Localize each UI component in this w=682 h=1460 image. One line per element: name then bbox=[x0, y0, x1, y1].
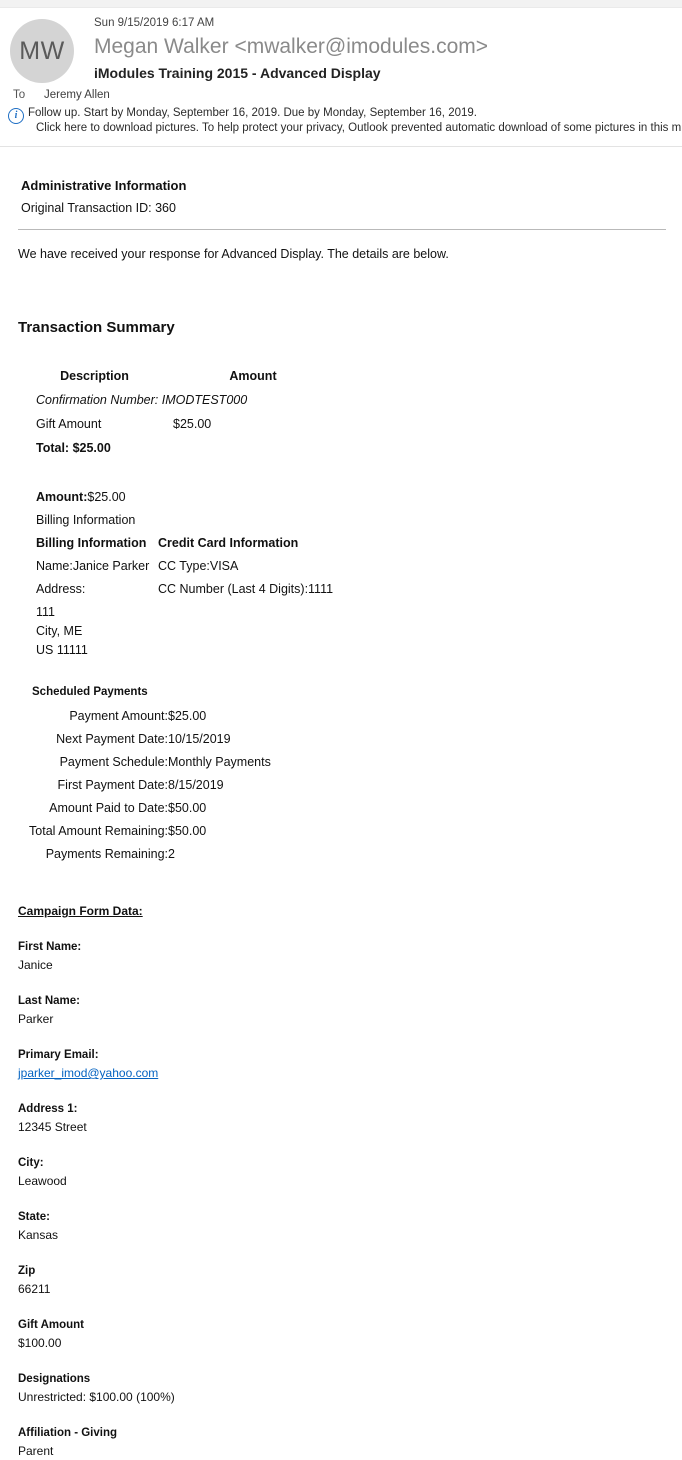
sender-name-and-address[interactable]: Megan Walker <mwalker@imodules.com> bbox=[94, 35, 489, 58]
column-header-description: Description bbox=[60, 369, 129, 383]
header-divider bbox=[0, 146, 682, 147]
payment-schedule-label: Payment Schedule: bbox=[59, 755, 168, 769]
amount-paid-to-date-label: Amount Paid to Date: bbox=[49, 801, 168, 815]
info-icon: i bbox=[8, 108, 24, 124]
download-pictures-text[interactable]: Click here to download pictures. To help protect your privacy, Outlook prevented automatic download of some pictures in this m bbox=[36, 122, 682, 134]
table-row bbox=[16, 843, 271, 866]
table-row bbox=[16, 820, 271, 843]
first-payment-date-label: First Payment Date: bbox=[57, 778, 168, 792]
payment-amount-value: $25.00 bbox=[168, 709, 207, 723]
field-value: Parent bbox=[18, 1444, 54, 1458]
form-field-zip bbox=[16, 1244, 666, 1298]
message-header-body bbox=[0, 8, 682, 84]
form-field-designations bbox=[16, 1352, 666, 1406]
to-recipients[interactable]: Jeremy Allen bbox=[44, 89, 110, 101]
message-subject: iModules Training 2015 - Advanced Display bbox=[94, 65, 381, 81]
field-label: City: bbox=[18, 1157, 44, 1169]
total-amount-remaining-value: $50.00 bbox=[168, 824, 207, 838]
confirmation-number-row bbox=[16, 388, 333, 412]
follow-up-text: Follow up. Start by Monday, September 16, 2019. Due by Monday, September 16, 2019. bbox=[28, 107, 477, 119]
field-value: Janice bbox=[18, 958, 53, 972]
form-field-primary-email bbox=[16, 1028, 666, 1082]
total-amount-remaining-label: Total Amount Remaining: bbox=[29, 824, 168, 838]
billing-information-grid bbox=[16, 532, 458, 601]
form-field-address-1 bbox=[16, 1082, 666, 1136]
confirmation-number: Confirmation Number: IMODTEST000 bbox=[36, 393, 248, 407]
field-value: 66211 bbox=[18, 1282, 51, 1296]
transaction-total: Total: $25.00 bbox=[36, 441, 111, 455]
amount-label: Amount: bbox=[36, 490, 88, 504]
first-payment-date-value: 8/15/2019 bbox=[168, 778, 224, 792]
payment-amount-label: Payment Amount: bbox=[69, 709, 168, 723]
credit-card-information-header: Credit Card Information bbox=[158, 536, 299, 550]
table-row bbox=[16, 751, 271, 774]
field-label: Primary Email: bbox=[18, 1049, 99, 1061]
billing-address-lines bbox=[16, 601, 666, 660]
field-label: Designations bbox=[18, 1373, 91, 1385]
field-label: Affiliation - Giving bbox=[18, 1427, 118, 1439]
address-line: City, ME bbox=[36, 624, 83, 638]
email-body bbox=[0, 147, 682, 1460]
payment-schedule-value: Monthly Payments bbox=[168, 755, 271, 769]
avatar bbox=[10, 19, 74, 83]
scheduled-payments-table bbox=[16, 705, 271, 866]
amount-value: $25.00 bbox=[87, 490, 126, 504]
sent-timestamp: Sun 9/15/2019 6:17 AM bbox=[94, 17, 215, 29]
table-row bbox=[16, 728, 271, 751]
payments-remaining-label: Payments Remaining: bbox=[45, 847, 168, 861]
field-label: Address 1: bbox=[18, 1103, 78, 1115]
row-description: Gift Amount bbox=[36, 417, 102, 431]
amount-line bbox=[16, 460, 666, 509]
field-value: Leawood bbox=[18, 1174, 67, 1188]
form-field-first-name bbox=[16, 920, 666, 974]
message-header bbox=[0, 8, 682, 147]
transaction-summary-table bbox=[16, 364, 333, 460]
credit-card-number: CC Number (Last 4 Digits):1111 bbox=[158, 582, 334, 596]
billing-name: Name:Janice Parker bbox=[36, 559, 150, 573]
field-label: Gift Amount bbox=[18, 1319, 85, 1331]
field-value: Kansas bbox=[18, 1228, 59, 1242]
address-line: US 11111 bbox=[36, 643, 88, 657]
transaction-summary-title: Transaction Summary bbox=[18, 319, 175, 336]
form-field-last-name bbox=[16, 974, 666, 1028]
field-value: Unrestricted: $100.00 (100%) bbox=[18, 1390, 175, 1404]
next-payment-date-label: Next Payment Date: bbox=[56, 732, 168, 746]
billing-information-caption: Billing Information bbox=[36, 513, 136, 527]
scheduled-payments-title: Scheduled Payments bbox=[32, 686, 148, 698]
avatar-initials: MW bbox=[19, 36, 65, 65]
payments-remaining-value: 2 bbox=[168, 847, 175, 861]
info-bar[interactable] bbox=[0, 106, 682, 138]
row-amount: $25.00 bbox=[173, 417, 212, 431]
billing-name-row bbox=[16, 555, 458, 578]
billing-header-row bbox=[16, 532, 458, 555]
credit-card-type: CC Type:VISA bbox=[158, 559, 239, 573]
field-label: Last Name: bbox=[18, 995, 80, 1007]
form-field-gift-amount bbox=[16, 1298, 666, 1352]
field-value: $100.00 bbox=[18, 1336, 62, 1350]
window-top-strip bbox=[0, 0, 682, 8]
table-row bbox=[16, 412, 333, 436]
field-value: Parker bbox=[18, 1012, 54, 1026]
to-label: To bbox=[13, 89, 26, 101]
intro-text: We have received your response for Advanced Display. The details are below. bbox=[18, 247, 449, 261]
field-value: 12345 Street bbox=[18, 1120, 87, 1134]
form-field-city bbox=[16, 1136, 666, 1190]
billing-address-row bbox=[16, 578, 458, 601]
original-transaction-id: Original Transaction ID: 360 bbox=[21, 201, 176, 215]
email-link[interactable]: jparker_imod@yahoo.com bbox=[18, 1066, 159, 1080]
column-header-amount: Amount bbox=[229, 369, 277, 383]
field-label: Zip bbox=[18, 1265, 36, 1277]
form-field-affiliation-giving bbox=[16, 1406, 666, 1460]
amount-paid-to-date-value: $50.00 bbox=[168, 801, 207, 815]
administrative-information-title: Administrative Information bbox=[21, 178, 187, 193]
campaign-form-data-title: Campaign Form Data: bbox=[18, 904, 143, 918]
form-field-state bbox=[16, 1190, 666, 1244]
next-payment-date-value: 10/15/2019 bbox=[168, 732, 231, 746]
table-row bbox=[16, 797, 271, 820]
table-row bbox=[16, 774, 271, 797]
billing-address-label: Address: bbox=[36, 582, 86, 596]
table-row bbox=[16, 705, 271, 728]
address-line: 111 bbox=[36, 605, 56, 619]
recipients-row bbox=[0, 87, 682, 103]
total-row bbox=[16, 436, 333, 460]
field-label: First Name: bbox=[18, 941, 82, 953]
field-label: State: bbox=[18, 1211, 50, 1223]
table-header-row bbox=[16, 364, 333, 388]
field-value-wrapper bbox=[18, 1064, 666, 1082]
billing-information-header: Billing Information bbox=[36, 536, 147, 550]
